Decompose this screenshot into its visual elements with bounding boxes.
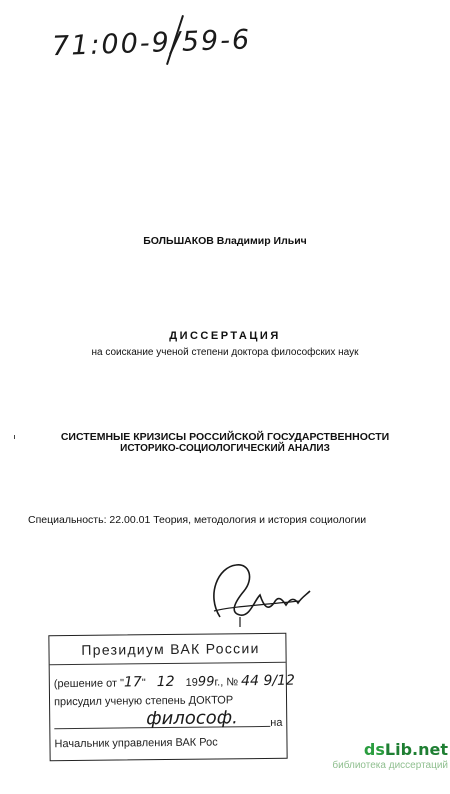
archive-number: 71:00-9/59-6	[51, 24, 252, 63]
logo-lib: Lib.net	[384, 740, 448, 759]
stamp-chief-line: Начальник управления ВАК Рос	[54, 736, 218, 751]
dissertation-title: СИСТЕМНЫЕ КРИЗИСЫ РОССИЙСКОЙ ГОСУДАРСТВЕННОСТИ	[60, 431, 390, 443]
stamp-year-suffix: г., №	[214, 676, 239, 689]
stamp-month: 12	[156, 673, 175, 691]
stamp-year-prefix: 19	[185, 676, 198, 689]
signature	[200, 555, 320, 630]
document-type: ДИССЕРТАЦИЯ	[169, 330, 281, 342]
dslib-logo	[320, 740, 448, 759]
scan-mark	[14, 435, 15, 439]
logo-ds: ds	[363, 740, 385, 759]
stamp-science: философ.	[146, 707, 238, 730]
stamp-number: 44 9/12	[241, 672, 295, 690]
dslib-tagline: библиотека диссертаций	[332, 760, 448, 771]
stamp-awarded-line: присудил ученую степень ДОКТОР	[53, 694, 234, 709]
stamp-decision-line	[54, 673, 295, 692]
stamp-divider	[50, 662, 286, 665]
degree-line: на соискание ученой степени доктора философских наук	[91, 347, 359, 358]
dissertation-subtitle: ИСТОРИКО-СОЦИОЛОГИЧЕСКИЙ АНАЛИЗ	[120, 443, 330, 454]
stamp-science-suffix: на	[270, 716, 283, 729]
stamp-year: 99	[197, 674, 215, 690]
vak-stamp	[48, 633, 295, 761]
author-name: БОЛЬШАКОВ Владимир Ильич	[143, 235, 307, 247]
dslib-watermark	[320, 740, 448, 771]
stamp-quote-close: "	[141, 677, 146, 690]
stamp-decision-prefix: (решение от "	[53, 677, 125, 691]
stamp-header: Президиум ВАК России	[81, 640, 260, 658]
specialty-line: Специальность: 22.00.01 Теория, методология и история социологии	[28, 514, 367, 526]
stamp-day: 17	[123, 674, 142, 691]
